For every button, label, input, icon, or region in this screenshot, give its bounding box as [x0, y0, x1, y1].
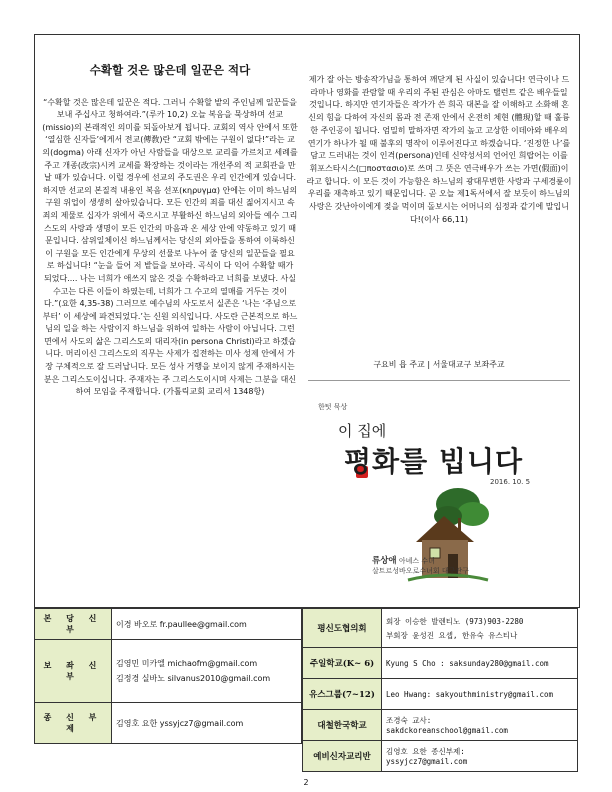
row-value [112, 640, 302, 703]
article-author: 구요비 욥 주교 | 서울대교구 보좌주교 [373, 360, 505, 369]
row-label: 종 신 부 제 [35, 703, 112, 744]
row-value [382, 710, 578, 741]
divider [308, 380, 570, 381]
row-line: yssyjcz7@gmail.com [386, 757, 468, 766]
artist-name: 류상애 [372, 556, 397, 566]
row-line: Leo Hwang: sakyouthministry@gmail.com [386, 689, 554, 699]
table-row [35, 703, 302, 744]
clergy-directory [34, 608, 302, 744]
row-label: 예비신자교리반 [303, 741, 382, 772]
table-row [35, 640, 302, 703]
row-label: 보 좌 신 부 [35, 640, 112, 703]
row-line: 김영호 요한 yssyjcz7@gmail.com [116, 718, 244, 728]
row-line: 김영민 미카엘 michaofm@gmail.com [116, 659, 258, 668]
table-row [303, 741, 578, 772]
row-value [382, 741, 578, 772]
row-value [382, 648, 578, 679]
article-paragraph: “수확할 것은 많은데 일꾼은 적다. 그러니 수확할 밭의 주인님께 일꾼들을 보내 주십사고 청하여라.”(루카 10,2) 오늘 복음을 묵상하며 선교(missio)의 본래적인 의미를 되돌아보게 됩니다. 교회의 역사 안에서 또한 ‘열심한 신자들’에게서 전교(傳敎)란 “교회 밖에는 구원이 없다!”라는 교의(dogma) 아래 신자가 아닌 사람들을 대상으로 교리를 가르치고 세례를 주고 개종(改宗)시켜 교세를 확장하는 것이라는 개선주의 적 교회관을 만날 때가 있습니다. 이럴 경우에 선교의 주도권은 우리 인간에게 있습니다. 하지만 선교의 본질적 내용인 복음 선포(κηρυγμα) 안에는 이미 하느님의 구원 위업이 생생히 살아있습니다. 모든 인간의 죄를 대신 짊어지시고 속죄의 제물로 십자가 위에서 죽으시고 부활하신 하느님의 외아들 예수 그리스도의 사랑과 생명이 모든 인간의 마음과 온 세상 안에 약동하고 있기 때문입니다. 삼위일체이신 하느님께서는 당신의 외아들을 통하여 이룩하신 이 구원을 모든 인간에게 무상의 선물로 나누어 줄 당신의 일꾼들을 필요로 하십니다! “눈을 들어 저 밭들을 보아라. 곡식이 다 익어 수확할 때가 되었다.... 나는 너희가 애쓰지 않은 것을 수확하라고 너희를 보냈다. 사실 수고는 다른 이들이 하였는데, 너희가 그 수고의 열매를 거두는 것이다.”(요한 4,35-38) 그러므로 예수님의 사도로서 실존은 ‘나는 ‘주님으로부터’ 이 세상에 파견되었다.’는 신원 의식입니다. 사도란 근본적으로 하느님의 일을 하는 사람이지 하느님을 위하여 일하는 사람이 아닙니다. 그런 면에서 사도의 삶은 그리스도의 대리자(in persona Christi)라고 하겠습니다. 머리이신 그리스도의 직무는 사제가 집전하는 미사 성제 안에서 가장 구체적으로 잘 드러납니다. 모든 성사 거행을 보이지 않게 주재하시는 분은 그리스도이십니다. 주재자는 주 그리스도이시며 사제는 그분을 대신하여 모임을 주재합니다. (가톨릭교회 교리서 1348항) [42, 97, 298, 397]
page-number: 2 [303, 778, 309, 787]
article-title: 수확할 것은 많은데 일꾼은 적다 [89, 63, 251, 77]
row-line: Kyung S Cho : saksunday280@gmail.com [386, 658, 549, 668]
table-row [303, 710, 578, 741]
row-label: 평신도협의회 [303, 609, 382, 648]
article-paragraph: 제가 잘 아는 방송작가님을 통하여 깨닫게 된 사실이 있습니다! 연극이나 드라마나 영화를 관람할 때 우리의 주된 관심은 아마도 탤런트 같은 배우들일 것입니다. 하지만 연기자들은 작가가 쓴 희곡 대본을 잘 이해하고 소화해 혼신의 힘을 다하여 자신의 몸과 전 존재 안에서 온전히 체현 (體現)할 때 훌륭한 주인공이 됩니다. 엄밀히 말하자면 작가의 높고 고상한 이데아와 배우의 연기가 하나가 될 때 불후의 명작이 이루어진다고 하겠습니다. ‘진정한 나’를 담고 드러내는 것이 인격(persona)인데 신약성서의 언어인 희랍어는 이를 휘포스타시스(□πoστασιo)로 쓰며 그 뜻은 연극배우가 쓰는 가면(假面)이라고 합니다. 이 모든 것이 가능함은 하느님의 광대무변한 사랑과 구세경륜이 우리를 재촉하고 있기 때문입니다. 곧 오늘 제1독서에서 잘 보듯이 하느님의 사랑은 갓난아이에게 젖을 먹이며 돌보시는 어머니의 심정과 같기에 말입니다!(이사 66,11) [306, 75, 572, 224]
row-line: 조경숙 교사: [386, 716, 432, 725]
table-row [35, 609, 302, 640]
calligraphy-artwork [308, 392, 570, 604]
artwork-label: 한텃 묵상 [318, 403, 348, 411]
table-row [303, 679, 578, 710]
article-left-column [42, 64, 298, 399]
artwork-date: 2016. 10. 5 [490, 478, 531, 486]
row-line: 부회장 윤성진 요셉, 한유숙 유스티나 [386, 630, 518, 640]
ministry-directory [302, 608, 578, 772]
row-line: 김영호 요한 종신부제: [386, 747, 465, 756]
artist-signature [372, 556, 469, 576]
calligraphy-main-text: 평화를 빕니다 [344, 445, 524, 478]
row-label: 유스그룹(7~12) [303, 679, 382, 710]
table-row [303, 648, 578, 679]
artist-org: 살트르성바오로수녀회 대구관구 [372, 567, 469, 575]
row-value [382, 609, 578, 648]
row-value [112, 703, 302, 744]
row-line: 회장 이승한 발렌티노 (973)903-2280 [386, 616, 524, 626]
row-value [382, 679, 578, 710]
row-label: 주일학교(K~ 6) [303, 648, 382, 679]
row-label: 대철한국학교 [303, 710, 382, 741]
row-line: sakdckoreanschool@gmail.com [386, 726, 508, 735]
row-line: 김정경 실바노 silvanus2010@gmail.com [116, 674, 271, 683]
table-row [303, 609, 578, 648]
row-value [112, 609, 302, 640]
artist-title: 아녜스 수녀 [398, 557, 435, 565]
calligraphy-top-text: 이 집에 [338, 422, 387, 440]
row-label: 본 당 신 부 [35, 609, 112, 640]
row-line: 이경 바오로 fr.paullee@gmail.com [116, 619, 247, 629]
article-right-column [306, 74, 572, 226]
